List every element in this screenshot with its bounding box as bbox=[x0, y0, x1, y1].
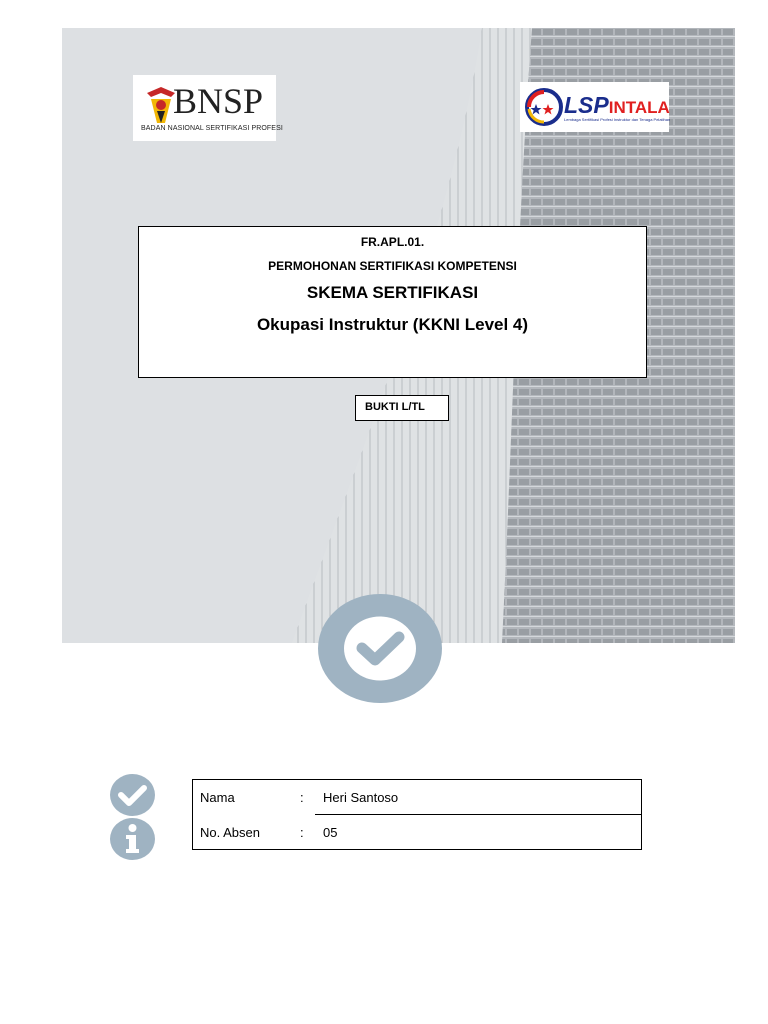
name-label: Nama bbox=[200, 790, 235, 805]
form-title-box bbox=[138, 226, 647, 378]
name-value: Heri Santoso bbox=[323, 790, 399, 805]
applicant-info-table bbox=[192, 779, 642, 850]
form-title: PERMOHONAN SERTIFIKASI KOMPETENSI bbox=[268, 259, 517, 273]
name-separator: : bbox=[300, 790, 304, 805]
absen-value: 05 bbox=[323, 825, 338, 840]
lsp-intala-logo bbox=[520, 82, 669, 132]
lsp-wordmark bbox=[564, 93, 670, 120]
lsp-subtitle: Lembaga Sertifikasi Profesi Instruktur dan Tenaga Pelatihan bbox=[564, 117, 671, 122]
table-row bbox=[193, 815, 641, 849]
form-code: FR.APL.01. bbox=[360, 235, 425, 249]
absen-separator: : bbox=[300, 825, 304, 840]
absen-label: No. Absen bbox=[200, 825, 260, 840]
check-circle-icon bbox=[110, 774, 155, 816]
lsp-emblem-icon bbox=[524, 87, 564, 127]
bnsp-wordmark: BNSP bbox=[173, 81, 264, 121]
scheme-label: SKEMA SERTIFIKASI bbox=[306, 283, 479, 302]
check-circle-icon bbox=[318, 594, 442, 703]
table-row bbox=[193, 780, 641, 814]
bnsp-logo bbox=[133, 75, 283, 141]
bnsp-subtitle: BADAN NASIONAL SERTIFIKASI PROFESI bbox=[141, 125, 283, 132]
lsp-wordmark-prefix: LSP bbox=[564, 92, 609, 118]
lsp-wordmark-suffix: INTALA bbox=[608, 98, 670, 117]
info-circle-icon bbox=[110, 818, 155, 860]
bukti-label: BUKTI L/TL bbox=[355, 395, 449, 421]
scheme-name: Okupasi Instruktur (KKNI Level 4) bbox=[256, 315, 529, 334]
